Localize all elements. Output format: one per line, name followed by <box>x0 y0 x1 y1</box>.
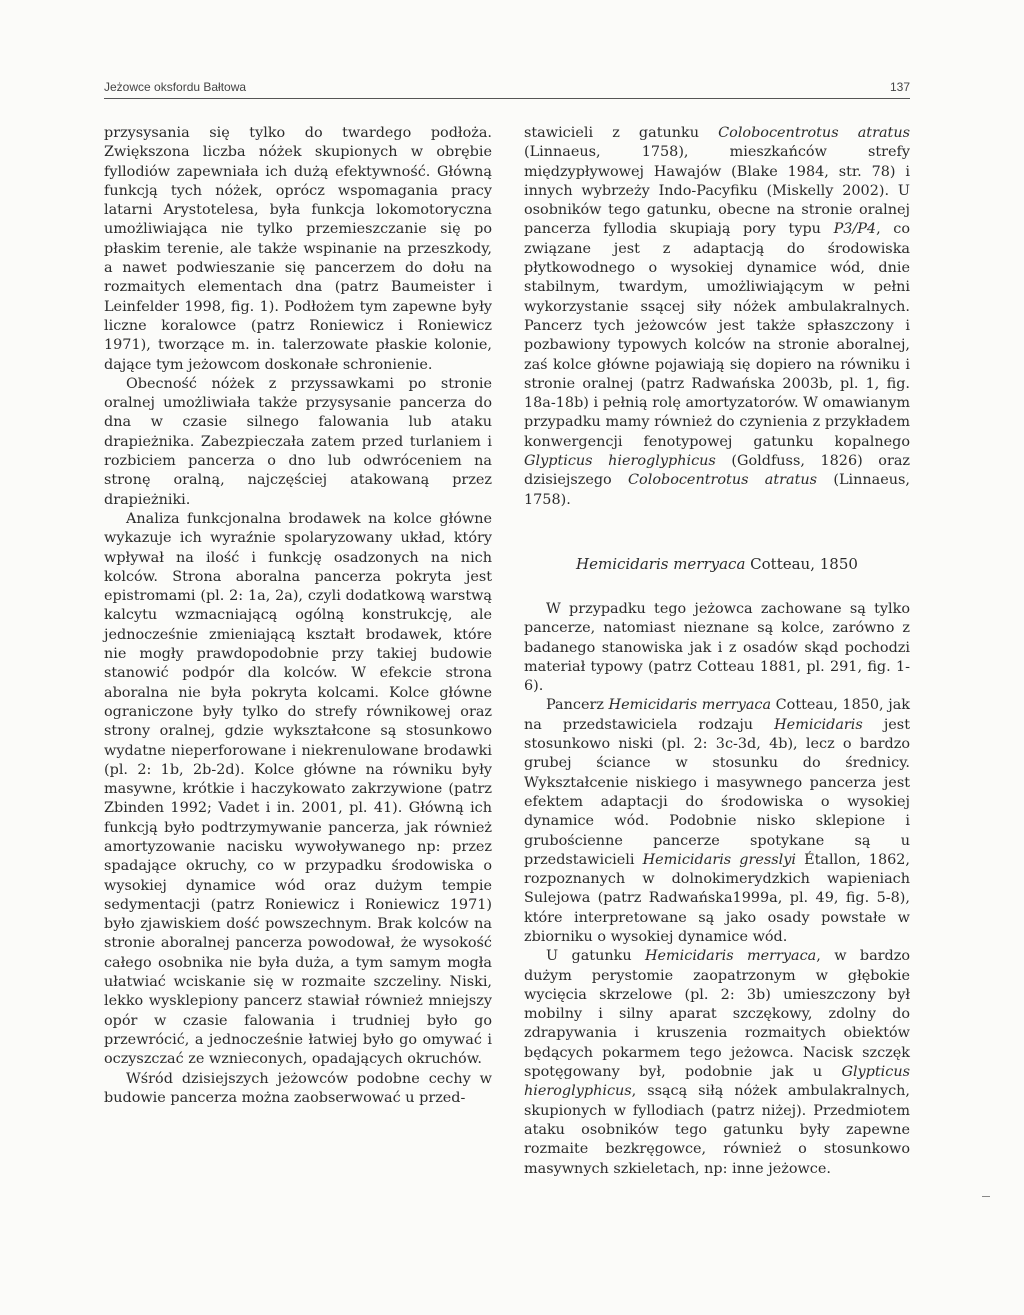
paragraph-tubercle-analysis: Analiza funkcjonalna brodawek na kolce główne wykazuje ich wyraźnie spolaryzowany układ, który wpływał na ilość i funkcję osadzonych na nich kolców. Strona aboralna pancerza pokryta jest epistromami (pl. 2: 1a, 2a), czyli dodatkową warstwą kalcytu wzmacniającą ogólną konstrukcję, ale jednocześnie zmieniającą kształt brodawek, które nie mogły prawdopodobnie przy takiej budowie stanowić podpór dla kolców. W efekcie strona aboralna nie była pokryta kolcami. Kolce główne ograniczone były tylko do strefy równikowej oraz strony oralnej, gdzie wykształcone są stosunkowo wydatne nieperforowane i niekrenulowane brodawki (pl. 2: 1b, 2b-2d). Kolce główne na równiku były masywne, krótkie i haczykowato zakrzywione (patrz Zbinden 1992; Vadet i in. 2001, pl. 41). Główną ich funkcją było podtrzymywanie pancerza, jak również amortyzowanie nacisku wywoływanego np: przez spadające okruchy, co w przypadku środowiska o wysokiej dynamice wód oraz dużym tempie sedymentacji (patrz Roniewicz i Roniewicz 1971) było zjawiskiem dość powszechnym. Brak kolców na stronie aboralnej pancerza powodował, że wysokość całego osobnika nie była duża, a tym samym mogła ułatwiać wciskanie się w rozmaite szczeliny. Niski, lekko wysklepiony pancerz stawiał również mniejszy opór w czasie falowania i trudniej było go przewrócić, a jednocześnie łatwiej było go omywać i oczyszczać ze wznieconych, opadających okruchów. <box>104 510 492 1068</box>
running-title: Jeżowce oksfordu Bałtowa <box>104 80 247 94</box>
left-column <box>104 124 492 1108</box>
page-number: 137 <box>889 80 910 94</box>
species-name: Glypticus hieroglyphicus <box>524 1064 910 1100</box>
species-name: Hemicidaris merryaca <box>644 948 817 965</box>
paragraph-preservation: W przypadku tego jeżowca zachowane są tylko pancerze, natomiast nieznane są kolce, zarówno z badanego stanowiska jak i z osadów skąd pochodzi materiał typowy (patrz Cotteau 1881, pl. 291, fig. 1-6). <box>524 600 910 695</box>
pore-type: P3/P4 <box>833 221 877 238</box>
header-rule <box>104 98 910 99</box>
paragraph-test-morphology: Pancerz Hemicidaris merryaca Cotteau, 1850, jak na przedstawiciela rodzaju Hemicidaris jest stosunkowo niski (pl. 2: 3c-3d, 4b), lecz o bardzo grubej ściance w stosunku do średnicy. Wykształcenie niskiego i masywnego pancerza jest efektem adaptacji do środowiska o wysokiej dynamice wód. Podobnie nisko sklepione i grubościenne pancerze spotykane są u przedstawicieli Hemicidaris gresslyi Étallon, 1862, rozpoznanych w dolnokimerydzkich wapieniach Sulejowa (patrz Radwańska1999a, pl. 49, fig. 5-8), które interpretowane są jako osady powstałe w zbiorniku o wysokiej dynamice wód. <box>524 697 910 945</box>
paragraph-modern-echinoids: Wśród dzisiejszych jeżowców podobne cechy w budowie pancerza można zaobserwować u przed- <box>104 1070 492 1106</box>
species-name: Colobocentrotus atratus <box>628 472 818 489</box>
paragraph-suction-feet: Obecność nóżek z przyssawkami po stronie oralnej umożliwiała także przysysanie pancerza do dna w czasie silnego falowania lub ataku drapieżnika. Zabezpieczała zatem przed turlaniem i rozbiciem pancerza o dno lub odwróceniem na stronę oralną, najczęściej atakowaną przez drapieżniki. <box>104 375 492 508</box>
page-header <box>104 78 910 96</box>
paragraph-colobocentrotus: stawicieli z gatunku Colobocentrotus atratus (Linnaeus, 1758), mieszkańców strefy międzypływowej Hawajów (Blake 1984, str. 78) i innych wybrzeży Indo-Pacyfiku (Miskelly 2002). U osobników tego gatunku, obecne na stronie oralnej pancerza fyllodia skupiają pory typu P3/P4, co związane jest z adaptacją do środowiska płytkowodnego o wysokiej dynamice wód, dnie stabilnym, twardym, umożliwiającym w pełni wykorzystanie ssącej siły nóżek ambulakralnych. Pancerz tych jeżowców jest także spłaszczony i pozbawiony typowych kolców na stronie aboralnej, zaś kolce główne pojawiają się dopiero na równiku i stronie oralnej (patrz Radwańska 2003b, pl. 1, fig. 18a-18b) i pełnią rolę amortyzatorów. W omawianym przypadku mamy również do czynienia z przykładem konwergencji fenotypowej gatunku kopalnego Glypticus hieroglyphicus (Goldfuss, 1826) oraz dzisiejszego Colobocentrotus atratus (Linnaeus, 1758). <box>524 125 911 508</box>
heading-taxon: Hemicidaris merryaca <box>576 554 746 573</box>
genus-name: Hemicidaris <box>774 716 863 733</box>
species-name: Hemicidaris merryaca <box>608 697 772 714</box>
species-name: Colobocentrotus atratus <box>718 125 910 141</box>
right-column <box>524 124 910 1179</box>
species-name: Glypticus hieroglyphicus <box>524 453 716 470</box>
species-name: Hemicidaris gresslyi <box>642 851 797 868</box>
margin-mark <box>982 1196 990 1197</box>
paragraph-feet-function: przysysania się tylko do twardego podłoża. Zwiększona liczba nóżek skupionych w obrębie fyllodiów zapewniała ich dużą efektywność. Główną funkcją tych nóżek, oprócz wspomagania pracy latarni Arystotelesa, była funkcja lokomotoryczna umożliwiająca nie tylko przemieszczanie się po płaskim terenie, ale także wspinanie na przeszkody, a nawet podwieszanie się pancerzem do dołu na rozmaitych elementach dna (patrz Baumeister i Leinfelder 1998, fig. 1). Podłożem tym zapewne były liczne koralowce (patrz Roniewicz i Roniewicz 1971), tworzące m. in. talerzowate płaskie kolonie, dające tym jeżowcom doskonałe schronienie. <box>104 125 492 373</box>
section-heading-hemicidaris <box>524 554 910 574</box>
paragraph-jaw-apparatus: U gatunku Hemicidaris merryaca, w bardzo dużym perystomie zaopatrzonym w głębokie wycięcia skrzelowe (pl. 2: 3b) umieszczony był mobilny i silny aparat szczękowy, zdolny do zdrapywania i kruszenia rozmaitych obiektów będących pokarmem tego jeżowca. Nacisk szczęk spotęgowany był, podobnie jak u Glypticus hieroglyphicus, ssącą siłą nóżek ambulakralnych, skupionych w fyllodiach (patrz niżej). Przedmiotem ataku osobników tego gatunku były zapewne rozmaite bezkręgowce, również o stosunkowo masywnych szkieletach, np: inne jeżowce. <box>524 948 911 1177</box>
heading-author: Cotteau, 1850 <box>745 554 858 573</box>
